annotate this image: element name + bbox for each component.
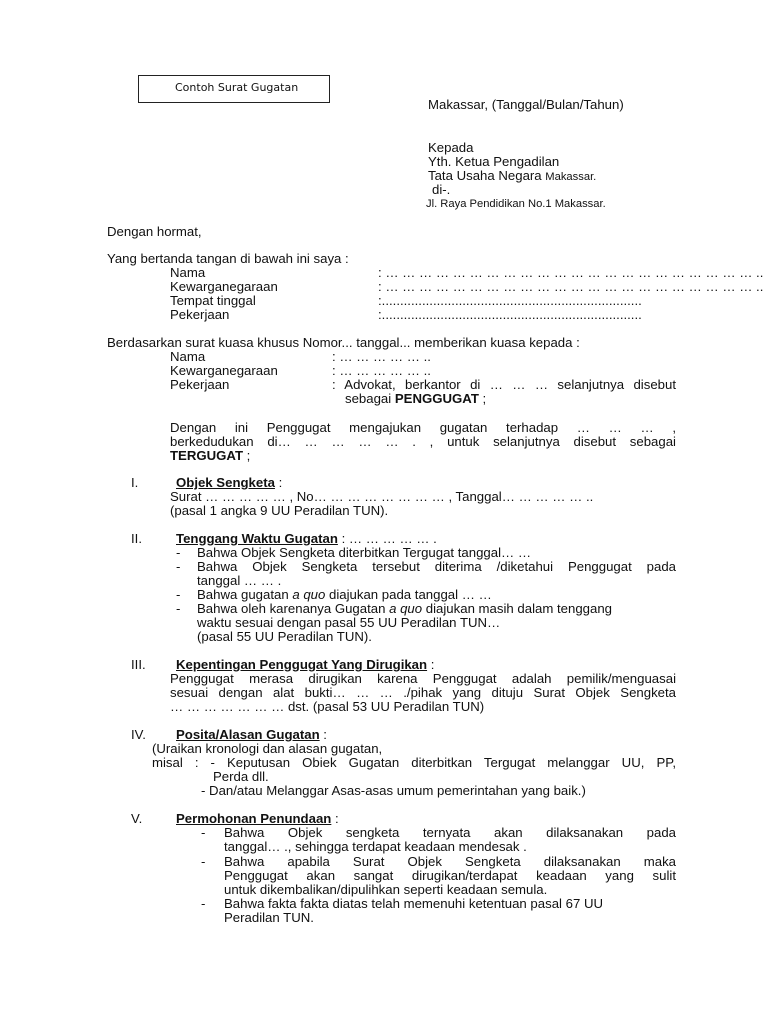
section-line: Perda dll.	[213, 769, 269, 784]
bullet-text: Bahwa Objek Sengketa diterbitkan Tergugat tanggal… …	[197, 545, 532, 560]
bullet-text-part: Bahwa gugatan	[197, 587, 293, 602]
claim-line: berkedudukan di… … … … … . , untuk selanjutnya disebut sebagai	[170, 434, 676, 449]
field-value: : Advokat, berkantor di … … … selanjutnya disebut	[332, 377, 676, 392]
bullet-text-part: diajukan masih dalam tenggang	[422, 601, 612, 616]
section-number: V.	[131, 811, 143, 826]
bullet-text-part: Bahwa oleh karenanya Gugatan	[197, 601, 390, 616]
bullet-text: Peradilan TUN.	[224, 910, 314, 925]
bullet-dash: -	[201, 854, 206, 869]
claim-line: Dengan ini Penggugat mengajukan gugatan terhadap … … … ,	[170, 420, 676, 435]
section-line: Penggugat merasa dirugikan karena Penggugat adalah pemilik/menguasai	[170, 671, 676, 686]
bullet-text: Bahwa apabila Surat Objek Sengketa dilaksanakan maka	[224, 854, 676, 869]
power-of-attorney: Berdasarkan surat kuasa khusus Nomor... tanggal... memberikan kuasa kepada :	[107, 335, 580, 350]
penggugat-term: PENGGUGAT	[394, 391, 479, 406]
field-value: :.......................................................................	[378, 293, 642, 308]
section-line: (pasal 1 angka 9 UU Peradilan TUN).	[170, 503, 389, 518]
addressee-kepada: Kepada	[428, 140, 474, 155]
section-line: … … … … … … … dst. (pasal 53 UU Peradilan TUN)	[170, 699, 485, 714]
bullet-text-part: diajukan pada tanggal … …	[325, 587, 492, 602]
field-value: : … … … … … ..	[332, 349, 431, 364]
attorney-role-prefix: sebagai	[345, 391, 395, 406]
field-label: Pekerjaan	[170, 377, 230, 392]
section-line: (Uraikan kronologi dan alasan gugatan,	[152, 741, 383, 756]
bullet-text: waktu sesuai dengan pasal 55 UU Peradilan TUN…	[197, 615, 501, 630]
field-value: : … … … … … ..	[332, 363, 431, 378]
section-title: Kepentingan Penggugat Yang Dirugikan	[176, 657, 428, 672]
intro: Yang bertanda tangan di bawah ini saya :	[107, 251, 349, 266]
box-title: Contoh Surat Gugatan	[175, 81, 299, 94]
section-number: II.	[131, 531, 142, 546]
addressee-address: Jl. Raya Pendidikan No.1 Makassar.	[426, 198, 606, 210]
bullet-dash: -	[201, 896, 206, 911]
field-label: Nama	[170, 265, 206, 280]
bullet-dash: -	[176, 559, 181, 574]
field-label: Tempat tinggal	[170, 293, 256, 308]
tergugat-end: ;	[243, 448, 251, 463]
bullet-text: tanggal … … .	[197, 573, 282, 588]
bullet-text: Bahwa fakta fakta diatas telah memenuhi ketentuan pasal 67 UU	[224, 896, 604, 911]
section-line: - Dan/atau Melanggar Asas-asas umum pemerintahan yang baik.)	[201, 783, 586, 798]
addressee-di: di-.	[432, 182, 451, 197]
attorney-role	[345, 392, 486, 407]
section-title-suffix: :	[319, 727, 327, 742]
section-title-suffix: :	[274, 475, 283, 490]
bullet-dash: -	[176, 601, 181, 616]
field-value: : … … … … … … … … … … … … … … … … … … … … … … ..	[378, 265, 764, 280]
addressee-yth: Yth. Ketua Pengadilan	[428, 154, 560, 169]
bullet-dash: -	[176, 545, 181, 560]
attorney-role-end: ;	[478, 391, 487, 406]
section-number: I.	[131, 475, 139, 490]
court-city: Makassar.	[545, 171, 597, 183]
section-number: III.	[131, 657, 146, 672]
section-title-suffix: :	[427, 657, 435, 672]
addressee-court	[428, 169, 596, 185]
bullet-dash: -	[201, 825, 206, 840]
section-line: Surat … … … … … , No… … … … … … … … , Tanggal… … … … … ..	[170, 489, 594, 504]
bullet-text: (pasal 55 UU Peradilan TUN).	[197, 629, 372, 644]
field-label: Kewarganegaraan	[170, 363, 278, 378]
bullet-text: Bahwa Objek sengketa ternyata akan dilaksanakan pada	[224, 825, 676, 840]
field-label: Nama	[170, 349, 206, 364]
field-value: :.......................................................................	[378, 307, 642, 322]
section-title-suffix: : … … … … … .	[337, 531, 437, 546]
title-box	[138, 75, 330, 103]
section-line: misal : - Keputusan Obiek Gugatan diterbitkan Tergugat melanggar UU, PP,	[152, 755, 676, 770]
bullet-italic: a quo	[389, 601, 423, 616]
court-name: Tata Usaha Negara	[428, 168, 542, 183]
field-label: Pekerjaan	[170, 307, 230, 322]
field-value: : … … … … … … … … … … … … … … … … … … … … … … ..	[378, 279, 764, 294]
section-title: Tenggang Waktu Gugatan	[176, 531, 338, 546]
bullet-text: Bahwa Objek Sengketa tersebut diterima /diketahui Penggugat pada	[197, 559, 676, 574]
tergugat-term: TERGUGAT	[170, 448, 244, 463]
section-line: sesuai dengan alat bukti… … … ./pihak yang dituju Surat Objek Sengketa	[170, 685, 676, 700]
bullet-text: Penggugat akan sangat dirugikan/terdapat keadaan yang sulit	[224, 868, 676, 883]
bullet-italic: a quo	[292, 587, 326, 602]
field-label: Kewarganegaraan	[170, 279, 278, 294]
bullet-text: tanggal… ., sehingga terdapat keadaan mendesak .	[224, 839, 527, 854]
greeting: Dengan hormat,	[107, 224, 202, 239]
section-title: Objek Sengketa	[176, 475, 275, 490]
section-title: Posita/Alasan Gugatan	[176, 727, 320, 742]
bullet-dash: -	[176, 587, 181, 602]
section-number: IV.	[131, 727, 146, 742]
place-date: Makassar, (Tanggal/Bulan/Tahun)	[428, 97, 624, 112]
section-title-suffix: :	[331, 811, 339, 826]
tergugat-line	[170, 449, 250, 464]
section-title: Permohonan Penundaan	[176, 811, 332, 826]
bullet-text: untuk dikembalikan/dipulihkan seperti keadaan semula.	[224, 882, 548, 897]
